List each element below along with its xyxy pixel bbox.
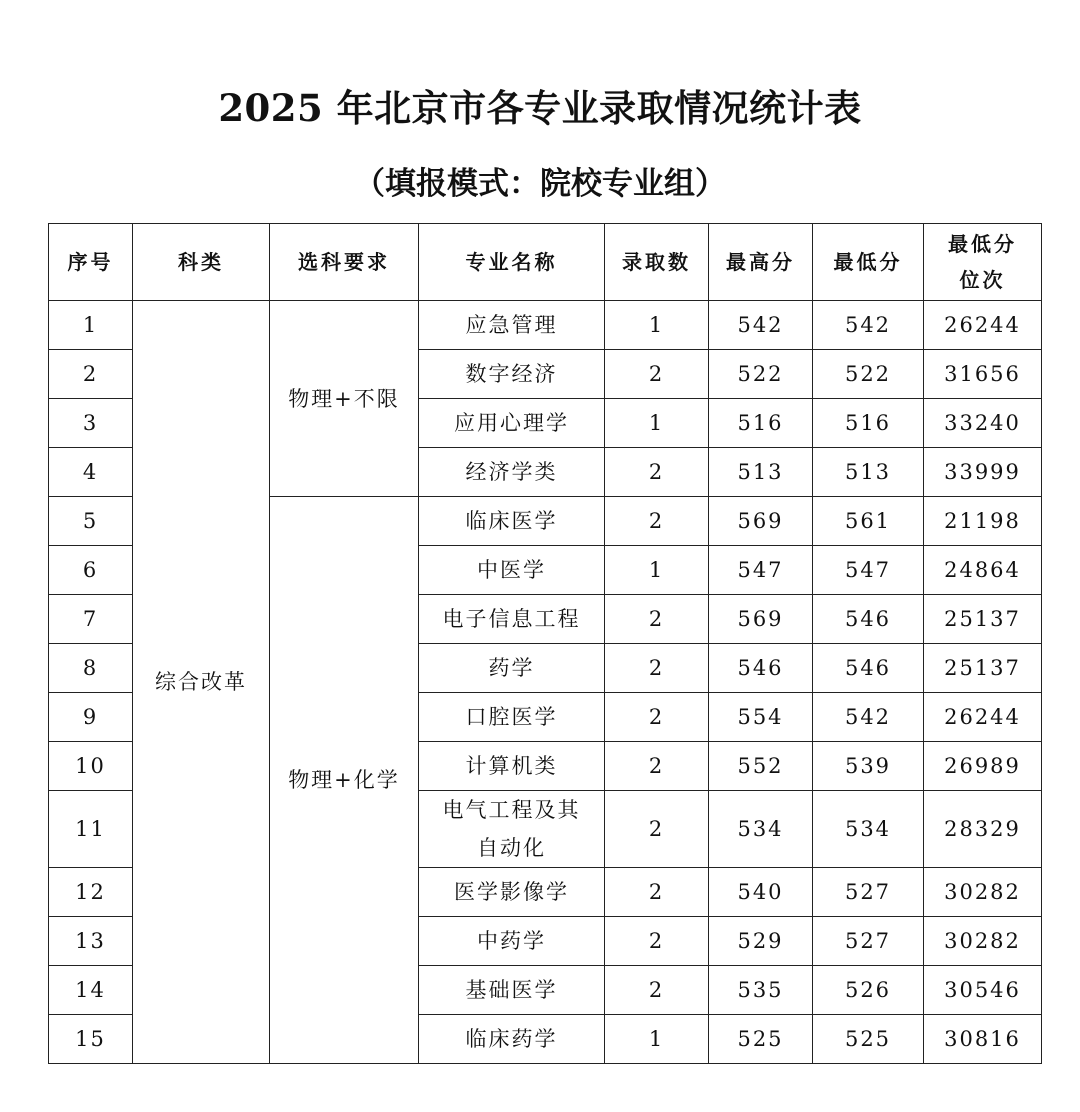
min-score-rank-cell: 33240 [924, 399, 1042, 448]
min-score-rank-cell: 26244 [924, 693, 1042, 742]
category-cell: 综合改革 [133, 301, 270, 1064]
header-min-score-rank: 最低分 位次 [924, 224, 1042, 301]
max-score-cell: 569 [709, 595, 813, 644]
subject-requirement-cell: 物理+化学 [270, 497, 419, 1064]
header-max-score: 最高分 [709, 224, 813, 301]
min-score-cell: 525 [813, 1015, 924, 1064]
major-name-cell: 中医学 [419, 546, 605, 595]
row-index: 14 [49, 966, 133, 1015]
min-score-rank-cell: 24864 [924, 546, 1042, 595]
major-name-cell: 应急管理 [419, 301, 605, 350]
major-name-cell: 中药学 [419, 917, 605, 966]
min-score-cell: 527 [813, 917, 924, 966]
row-index: 8 [49, 644, 133, 693]
major-name-cell: 口腔医学 [419, 693, 605, 742]
min-score-cell: 542 [813, 301, 924, 350]
min-score-cell: 522 [813, 350, 924, 399]
page-subtitle: （填报模式：院校专业组） [354, 166, 726, 202]
max-score-cell: 540 [709, 868, 813, 917]
min-score-rank-cell: 25137 [924, 595, 1042, 644]
min-score-rank-cell: 30546 [924, 966, 1042, 1015]
row-index: 4 [49, 448, 133, 497]
admitted-count-cell: 1 [605, 399, 709, 448]
row-index: 3 [49, 399, 133, 448]
max-score-cell: 542 [709, 301, 813, 350]
major-name-cell: 临床医学 [419, 497, 605, 546]
min-score-cell: 546 [813, 644, 924, 693]
min-score-cell: 561 [813, 497, 924, 546]
min-score-cell: 516 [813, 399, 924, 448]
admitted-count-cell: 2 [605, 917, 709, 966]
admitted-count-cell: 2 [605, 742, 709, 791]
min-score-rank-cell: 30282 [924, 917, 1042, 966]
admitted-count-cell: 2 [605, 693, 709, 742]
min-score-rank-cell: 28329 [924, 791, 1042, 868]
min-score-rank-cell: 33999 [924, 448, 1042, 497]
major-name-cell: 应用心理学 [419, 399, 605, 448]
row-index: 1 [49, 301, 133, 350]
header-category: 科类 [133, 224, 270, 301]
table-header-row [49, 224, 1042, 301]
max-score-cell: 535 [709, 966, 813, 1015]
page-title: 2025 年北京市各专业录取情况统计表 [218, 86, 862, 130]
admission-stats-table [48, 223, 1042, 1064]
min-score-cell: 542 [813, 693, 924, 742]
major-name-cell: 电子信息工程 [419, 595, 605, 644]
max-score-cell: 529 [709, 917, 813, 966]
min-score-rank-cell: 30282 [924, 868, 1042, 917]
row-index: 11 [49, 791, 133, 868]
row-index: 2 [49, 350, 133, 399]
min-score-rank-cell: 31656 [924, 350, 1042, 399]
admitted-count-cell: 2 [605, 868, 709, 917]
max-score-cell: 552 [709, 742, 813, 791]
min-score-cell: 527 [813, 868, 924, 917]
max-score-cell: 547 [709, 546, 813, 595]
header-min-score: 最低分 [813, 224, 924, 301]
admitted-count-cell: 2 [605, 448, 709, 497]
admitted-count-cell: 2 [605, 595, 709, 644]
major-name-cell: 临床药学 [419, 1015, 605, 1064]
subject-requirement-cell: 物理+不限 [270, 301, 419, 497]
header-index: 序号 [49, 224, 133, 301]
admitted-count-cell: 2 [605, 644, 709, 693]
min-score-rank-cell: 30816 [924, 1015, 1042, 1064]
min-score-rank-cell: 25137 [924, 644, 1042, 693]
admitted-count-cell: 2 [605, 350, 709, 399]
row-index: 15 [49, 1015, 133, 1064]
admitted-count-cell: 1 [605, 1015, 709, 1064]
major-name-cell: 经济学类 [419, 448, 605, 497]
max-score-cell: 569 [709, 497, 813, 546]
admitted-count-cell: 2 [605, 497, 709, 546]
min-score-cell: 539 [813, 742, 924, 791]
major-name-cell: 数字经济 [419, 350, 605, 399]
admitted-count-cell: 1 [605, 301, 709, 350]
max-score-cell: 546 [709, 644, 813, 693]
row-index: 13 [49, 917, 133, 966]
row-index: 6 [49, 546, 133, 595]
min-score-cell: 546 [813, 595, 924, 644]
min-score-cell: 534 [813, 791, 924, 868]
row-index: 10 [49, 742, 133, 791]
row-index: 5 [49, 497, 133, 546]
major-name-cell: 电气工程及其 自动化 [419, 791, 605, 868]
row-index: 7 [49, 595, 133, 644]
major-name-cell: 药学 [419, 644, 605, 693]
min-score-cell: 547 [813, 546, 924, 595]
admitted-count-cell: 1 [605, 546, 709, 595]
max-score-cell: 516 [709, 399, 813, 448]
table-body [49, 301, 1042, 1064]
min-score-rank-cell: 21198 [924, 497, 1042, 546]
max-score-cell: 525 [709, 1015, 813, 1064]
min-score-rank-cell: 26989 [924, 742, 1042, 791]
max-score-cell: 513 [709, 448, 813, 497]
row-index: 9 [49, 693, 133, 742]
max-score-cell: 554 [709, 693, 813, 742]
table-row [49, 301, 1042, 350]
row-index: 12 [49, 868, 133, 917]
max-score-cell: 534 [709, 791, 813, 868]
admitted-count-cell: 2 [605, 966, 709, 1015]
min-score-cell: 513 [813, 448, 924, 497]
major-name-cell: 基础医学 [419, 966, 605, 1015]
header-major-name: 专业名称 [419, 224, 605, 301]
admitted-count-cell: 2 [605, 791, 709, 868]
min-score-rank-cell: 26244 [924, 301, 1042, 350]
max-score-cell: 522 [709, 350, 813, 399]
header-admitted-count: 录取数 [605, 224, 709, 301]
major-name-cell: 医学影像学 [419, 868, 605, 917]
min-score-cell: 526 [813, 966, 924, 1015]
major-name-cell: 计算机类 [419, 742, 605, 791]
header-subject-requirement: 选科要求 [270, 224, 419, 301]
